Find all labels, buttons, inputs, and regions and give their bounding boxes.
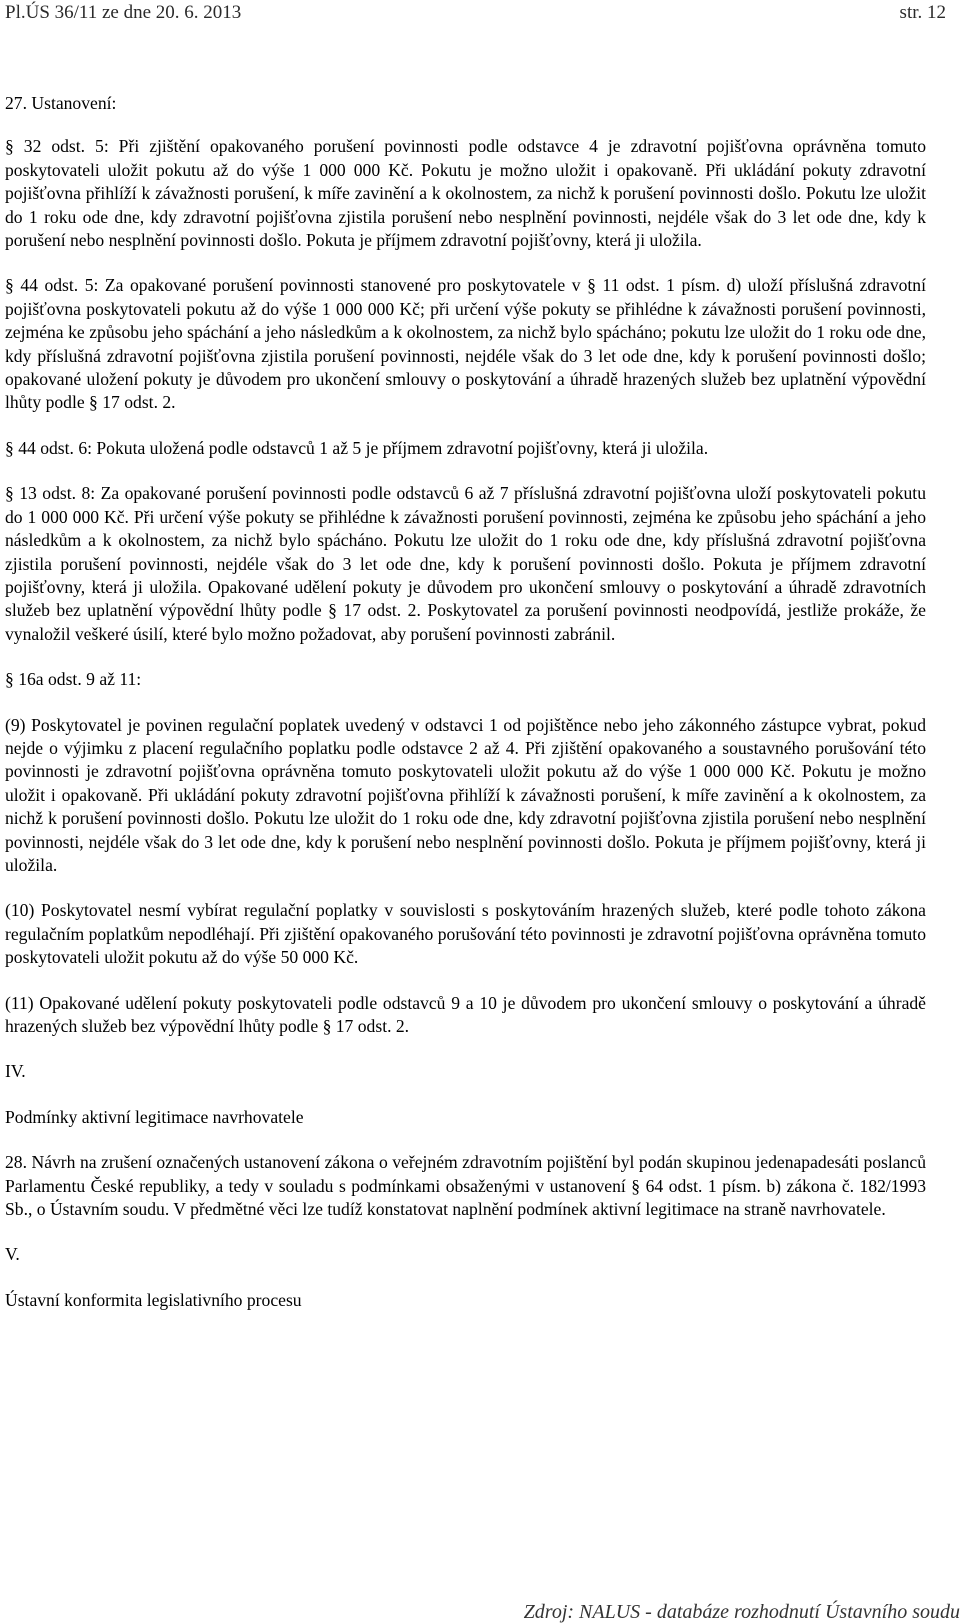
document-body [5, 92, 926, 1312]
chapter-title-v: Ústavní konformita legislativního procesu [5, 1289, 302, 1310]
chapter-heading-v: V. [5, 1244, 20, 1265]
page-header [5, 2, 946, 26]
case-reference: Pl.ÚS 36/11 ze dne 20. 6. 2013 [5, 2, 242, 23]
paragraph-section-44-5: § 44 odst. 5: Za opakované porušení povinnosti stanovené pro poskytovatele v § 11 odst. 1 písm. d) uloží příslušná zdravotní pojišťovna poskytovateli pokutu až do výše 1 000 000 Kč; při určení výše pokuty se přihlédne k závažnosti porušení povinnosti, zejména ke způsobu jeho spáchání a jeho následkům a k okolnostem, za nichž bylo spácháno; pokutu lze uložit do 1 roku ode dne, kdy příslušná zdravotní pojišťovna zjistila porušení povinnosti, nejdéle však do 3 let ode dne, kdy k porušení povinnosti došlo; opakované uložení pokuty je důvodem pro ukončení smlouvy o poskytování a úhradě hrazených služeb bez uplatnění výpovědní lhůty podle § 17 odst. 2. [5, 275, 926, 413]
paragraph-section-44-6: § 44 odst. 6: Pokuta uložená podle odstavců 1 až 5 je příjmem zdravotní pojišťovny, která ji uložila. [5, 437, 709, 458]
paragraph-section-16a: § 16a odst. 9 až 11: [5, 669, 142, 690]
paragraph-subsection-11: (11) Opakované udělení pokuty poskytovateli podle odstavců 9 a 10 je důvodem pro ukončení smlouvy o poskytování a úhradě hrazených služeb bez výpovědní lhůty podle § 17 odst. 2. [5, 992, 926, 1036]
paragraph-number-27: 27. Ustanovení: [5, 93, 117, 113]
chapter-title-iv: Podmínky aktivní legitimace navrhovatele [5, 1106, 304, 1127]
source-footer: Zdroj: NALUS - databáze rozhodnutí Ústavního soudu [523, 1601, 960, 1623]
chapter-heading-iv: IV. [5, 1061, 26, 1082]
paragraph-section-13-8: § 13 odst. 8: Za opakované porušení povinnosti podle odstavců 6 až 7 příslušná zdravotní pojišťovna uloží poskytovateli pokutu do 1 000 000 Kč. Při určení výše pokuty se přihlédne k závažnosti porušení povinnosti, zejména ke způsobu jeho spáchání a jeho následkům a k okolnostem, za nichž bylo spácháno. Pokutu lze uložit do 1 roku ode dne, kdy příslušná zdravotní pojišťovna zjistila porušení povinnosti, nejdéle však do 3 let ode dne, kdy k porušení povinnosti došlo. Pokuta je příjmem zdravotní pojišťovny, která ji uložila. Opakované udělení pokuty je důvodem pro ukončení smlouvy o poskytování a úhradě zdravotních služeb bez uplatnění výpovědní lhůty podle § 17 odst. 2. Poskytovatel za porušení povinnosti neodpovídá, jestliže prokáže, že vynaložil veškeré úsilí, které bylo možno požadovat, aby porušení povinnosti zabránil. [5, 483, 926, 644]
paragraph-number-28: 28. Návrh na zrušení označených ustanovení zákona o veřejném zdravotním pojištění byl podán skupinou jedenapadesáti poslanců Parlamentu České republiky, a tedy v souladu s podmínkami obsaženými v ustanovení § 64 odst. 1 písm. b) zákona č. 182/1993 Sb., o Ústavním soudu. V předmětné věci lze tudíž konstatovat naplnění podmínek aktivní legitimace na straně navrhovatele. [5, 1152, 926, 1220]
page-number: str. 12 [899, 2, 946, 23]
paragraph-section-32-5: § 32 odst. 5: Při zjištění opakovaného porušení povinnosti podle odstavce 4 je zdravotní pojišťovna oprávněna tomuto poskytovateli uložit pokutu až do výše 1 000 000 Kč. Pokutu je možno uložit i opakovaně. Při ukládání pokuty zdravotní pojišťovna přihlíží k závažnosti porušení, k míře zavinění a k okolnostem, za nichž k porušení povinnosti došlo. Pokutu lze uložit do 1 roku ode dne, kdy zdravotní pojišťovna zjistila porušení nebo nesplnění povinnosti, nejdéle však do 3 let ode dne, kdy k porušení nebo nesplnění povinnosti došlo. Pokuta je příjmem zdravotní pojišťovny, která ji uložila. [5, 136, 926, 251]
paragraph-subsection-9: (9) Poskytovatel je povinen regulační poplatek uvedený v odstavci 1 od pojištěnce nebo jeho zákonného zástupce vybrat, pokud nejde o výjimku z placení regulačního poplatku podle odstavce 2 až 4. Při zjištění opakovaného a soustavného porušování této povinnosti je zdravotní pojišťovna oprávněna tomuto poskytovateli uložit pokutu až do výše 1 000 000 Kč. Pokutu je možno uložit i opakovaně. Při ukládání pokuty zdravotní pojišťovna přihlíží k závažnosti porušení, k míře zavinění a k okolnostem, za nichž k porušení povinnosti došlo. Pokutu lze uložit do 1 roku ode dne, kdy zdravotní pojišťovna zjistila porušení nebo nesplnění povinnosti, nejdéle však do 3 let ode dne, kdy k porušení nebo nesplnění povinnosti došlo. Pokuta je příjmem pojišťovny, která ji uložila. [5, 714, 926, 875]
paragraph-subsection-10: (10) Poskytovatel nesmí vybírat regulační poplatky v souvislosti s poskytováním hrazených služeb, které podle tohoto zákona regulačním poplatkům nepodléhají. Při zjištění opakovaného porušování této povinnosti je zdravotní pojišťovna oprávněna tomuto poskytovateli uložit pokutu až do výše 50 000 Kč. [5, 900, 926, 968]
